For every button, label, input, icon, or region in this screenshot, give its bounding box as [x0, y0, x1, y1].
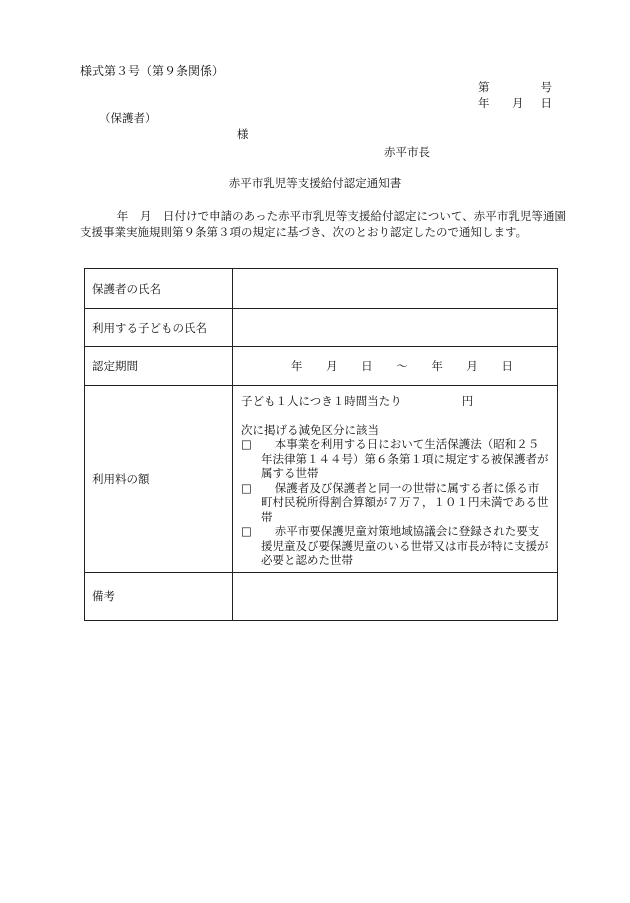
period-end-day: 日	[501, 359, 513, 373]
number-suffix: 号	[540, 80, 552, 94]
table-row	[85, 386, 558, 573]
reduction-intro: 次に掲げる減免区分に該当	[241, 422, 379, 437]
fee-rate-text: 子ども１人につき１時間当たり	[241, 394, 402, 408]
reduction-option	[241, 524, 549, 568]
reduction-option	[241, 437, 549, 481]
remarks-label: 備考	[85, 572, 233, 620]
period-end-year: 年	[431, 359, 443, 373]
period-start-day: 日	[361, 359, 373, 373]
table-row	[85, 347, 558, 386]
date-month: 月	[512, 96, 524, 110]
fee-label: 利用料の額	[85, 386, 233, 573]
date-day: 日	[540, 96, 552, 110]
fee-rate	[241, 394, 549, 409]
fee-field	[233, 386, 558, 573]
reduction-option-text: 赤平市要保護児童対策地域協議会に登録された要支援児童及び要保護児童のいる世帯又は市長が特に支援が必要と認めた世帯	[261, 524, 549, 567]
date-year: 年	[478, 96, 490, 110]
period-start-year: 年	[291, 359, 303, 373]
reduction-option-text: 本事業を利用する日において生活保護法（昭和２５年法律第１４４号）第６条第１項に規定する被保護者が属する世帯	[261, 437, 549, 480]
period-end-month: 月	[466, 359, 478, 373]
sender-mayor: 赤平市長	[384, 145, 430, 159]
honorific: 様	[237, 127, 249, 141]
child-name-label: 利用する子どもの氏名	[85, 309, 233, 347]
form-number-label: 様式第３号（第９条関係）	[80, 64, 225, 78]
body-text: 年 月 日付けで申請のあった赤平市乳児等支援給付認定について、赤平市乳児等通園支援事業実施規則第９条第３項の規定に基づき、次のとおり認定したので通知します。	[80, 209, 566, 239]
remarks-field[interactable]	[233, 572, 558, 620]
guardian-name-field[interactable]	[233, 269, 558, 309]
table-row	[85, 269, 558, 309]
checkbox[interactable]: □	[241, 524, 252, 538]
checkbox[interactable]: □	[241, 437, 252, 451]
table-row	[85, 572, 558, 620]
fee-unit: 円	[461, 394, 474, 408]
number-prefix: 第	[478, 80, 490, 94]
period-field[interactable]	[233, 347, 558, 386]
period-separator: ～	[396, 359, 408, 373]
certification-table	[84, 268, 558, 621]
guardian-name-label: 保護者の氏名	[85, 269, 233, 309]
child-name-field[interactable]	[233, 309, 558, 347]
document-title: 赤平市乳児等支援給付認定通知書	[228, 176, 402, 190]
reduction-option	[241, 481, 549, 525]
period-start-month: 月	[326, 359, 338, 373]
checkbox[interactable]: □	[241, 480, 252, 495]
table-row	[85, 309, 558, 347]
guardian-label: （保護者）	[99, 111, 157, 125]
period-label: 認定期間	[85, 347, 233, 386]
reduction-option-text: 保護者及び保護者と同一の世帯に属する者に係る市町村民税所得割合算額が７万７，１０１円未満である世帯	[261, 480, 549, 524]
